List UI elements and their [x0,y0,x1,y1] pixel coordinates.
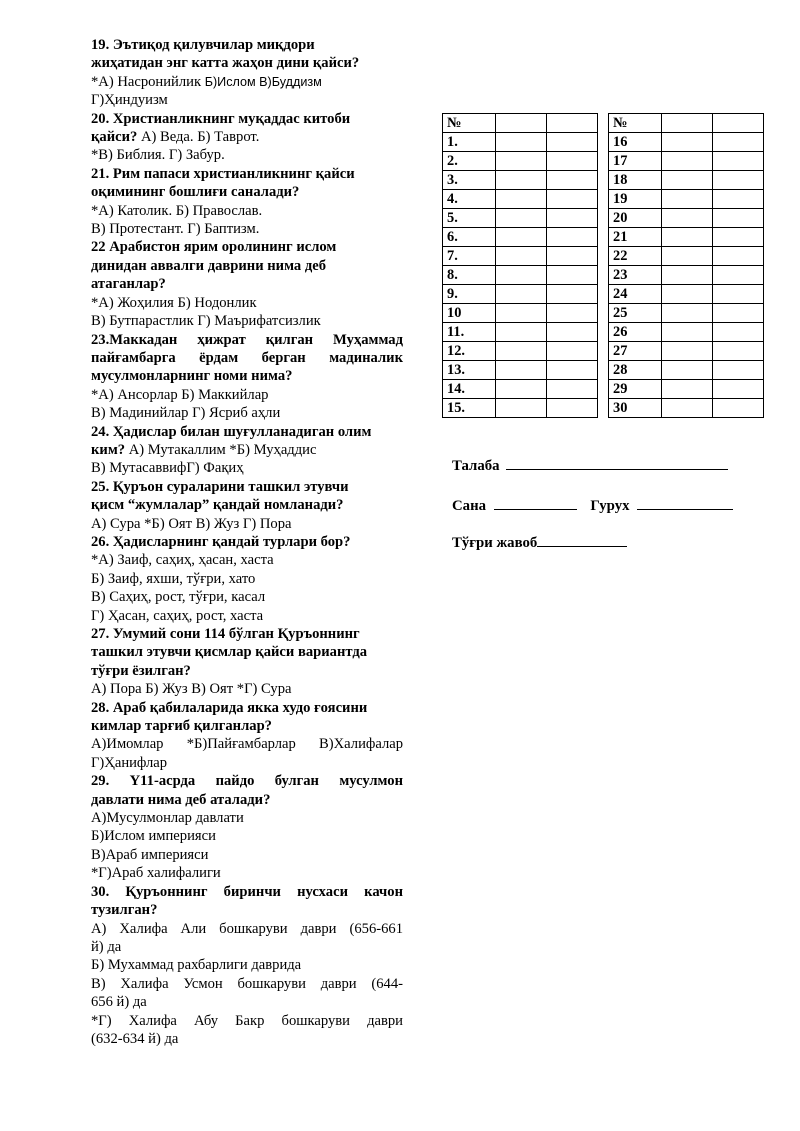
answer-option: А)Мусулмонлар давлати [91,810,244,827]
question-number: 29 [609,380,662,399]
answer-option: *А) Ансорлар Б) Маккийлар [91,386,269,403]
correct-answers-field [452,532,627,552]
question-number: 6. [443,228,496,247]
answer-cell[interactable] [713,228,764,247]
question-text: атаганлар? [91,276,166,293]
column-gap [598,171,609,190]
answer-cell[interactable] [662,247,713,266]
question-text: 23.Маккадан ҳижрат қилган Муҳаммад [91,331,403,348]
answer-cell[interactable] [547,133,598,152]
answer-cell[interactable] [496,114,547,133]
answer-cell[interactable] [496,304,547,323]
question-text: жиҳатидан энг катта жаҳон дини қайси? [91,55,360,72]
column-gap [598,114,609,133]
table-row [443,399,764,418]
answer-cell[interactable] [662,114,713,133]
question-text: 19. Эътиқод қилувчилар миқдори [91,37,315,53]
answer-option: *В) Библия. Г) Забур. [91,147,225,164]
question-text: тўғри ёзилган? [91,662,191,679]
question-text: давлати нима деб аталади? [91,791,271,808]
question-text: 26. Ҳадисларнинг қандай турлари бор? [91,533,351,550]
question-number: 14. [443,380,496,399]
answer-option: Г) Ҳасан, саҳиҳ, рост, хаста [91,607,264,624]
question-19 [91,36,403,110]
group-blank[interactable] [637,495,733,510]
answer-cell[interactable] [547,304,598,323]
table-row [443,247,764,266]
answer-cell[interactable] [547,323,598,342]
answer-cell[interactable] [496,247,547,266]
question-number: 27 [609,342,662,361]
answer-cell[interactable] [713,171,764,190]
answer-cell[interactable] [496,152,547,171]
answer-option: А) Сура *Б) Оят В) Жуз Г) Пора [91,515,292,532]
answer-sheet-body [443,114,764,418]
answer-option: А)Имомлар *Б)Пайғамбарлар В)Халифалар [91,736,403,753]
table-row [443,304,764,323]
column-gap [598,266,609,285]
answer-option: (632-634 й) да [91,1030,179,1047]
answer-cell[interactable] [547,152,598,171]
answer-option: Б)Ислом империяси [91,828,216,845]
question-29 [91,772,403,882]
answer-option: Б) Мухаммад рахбарлиги даврида [91,957,302,974]
column-gap [598,285,609,304]
column-gap [598,399,609,418]
answer-option: *Г)Араб халифалиги [91,865,221,882]
question-text: 21. Рим папаси христианликнинг қайси [91,165,355,182]
answer-cell[interactable] [496,399,547,418]
answer-cell[interactable] [713,209,764,228]
question-text: оқимининг бошлиғи саналади? [91,184,300,201]
answer-option: В)Араб империяси [91,846,209,863]
answer-cell[interactable] [713,133,764,152]
answer-cell[interactable] [547,285,598,304]
answer-cell[interactable] [662,228,713,247]
answer-option: В) Саҳиҳ, рост, тўғри, касал [91,589,266,606]
question-number: 26 [609,323,662,342]
question-30 [91,883,403,1049]
column-gap [598,342,609,361]
question-text: 29. Ү11-асрда пайдо булган мусулмон [91,773,403,790]
correct-label: Тўғри жавоб [452,535,538,551]
question-number: 8. [443,266,496,285]
question-number: 23 [609,266,662,285]
question-text: ким? [91,441,126,458]
table-row [443,228,764,247]
date-group-field [452,495,733,515]
question-number: 30 [609,399,662,418]
answer-cell[interactable] [662,133,713,152]
answer-option: В) Протестант. Г) Баптизм. [91,221,260,238]
question-27 [91,625,403,699]
question-22 [91,238,403,330]
question-number: 28 [609,361,662,380]
answer-cell[interactable] [662,171,713,190]
question-number: 19 [609,190,662,209]
question-number: 25 [609,304,662,323]
question-text: 30. Қуръоннинг биринчи нусхаси качон [91,883,403,900]
column-gap [598,228,609,247]
answer-cell[interactable] [547,399,598,418]
table-row [443,209,764,228]
column-gap [598,152,609,171]
question-text: қайси? [91,129,138,146]
answer-options [91,73,403,91]
answer-cell[interactable] [547,361,598,380]
question-text: 24. Ҳадислар билан шуғулланадиган олим [91,423,372,440]
answer-option: В) МутасаввифГ) Фақиҳ [91,460,244,477]
answer-option: В) Бутпарастлик Г) Маърифатсизлик [91,313,321,330]
answer-cell[interactable] [547,380,598,399]
answer-cell[interactable] [713,190,764,209]
question-text: ташкил этувчи қисмлар қайси вариантда [91,644,368,661]
question-number: 20 [609,209,662,228]
answer-cell[interactable] [662,304,713,323]
table-row [443,266,764,285]
answer-cell[interactable] [662,266,713,285]
column-gap [598,190,609,209]
date-label: Сана [452,498,487,514]
question-text: динидан аввалги даврини нима деб [91,257,327,274]
question-number: 12. [443,342,496,361]
table-row [443,171,764,190]
question-28 [91,699,403,773]
question-number: 5. [443,209,496,228]
answer-cell[interactable] [713,114,764,133]
answer-cell[interactable] [496,323,547,342]
table-row [443,323,764,342]
table-row [443,190,764,209]
answer-option: Б) Заиф, яхши, тўғри, хато [91,570,256,587]
student-label: Талаба [452,458,500,474]
student-field [452,455,728,475]
answer-cell[interactable] [496,361,547,380]
student-name-blank[interactable] [506,455,728,470]
question-21 [91,165,403,239]
answer-cell[interactable] [662,342,713,361]
answer-option: *А) Насронийлик [91,73,205,90]
number-header: № [609,114,662,133]
question-number: 17 [609,152,662,171]
answer-option: Г)Ҳиндуизм [91,92,168,109]
answer-option: *А) Заиф, саҳиҳ, ҳасан, хаста [91,552,274,569]
question-number: 10 [443,304,496,323]
answer-cell[interactable] [713,361,764,380]
table-row [443,342,764,361]
table-header-row [443,114,764,133]
question-25 [91,478,403,533]
column-gap [598,247,609,266]
answer-cell[interactable] [547,266,598,285]
question-number: 21 [609,228,662,247]
answer-cell[interactable] [496,190,547,209]
answer-cell[interactable] [662,285,713,304]
question-number: 9. [443,285,496,304]
answer-option: й) да [91,938,122,955]
answer-cell[interactable] [547,247,598,266]
question-text: 22 Арабистон ярим оролининг ислом [91,239,337,256]
question-number: 15. [443,399,496,418]
question-number: 1. [443,133,496,152]
question-text: мусулмонларнинг номи нима? [91,368,293,385]
answer-cell[interactable] [713,266,764,285]
question-number: 22 [609,247,662,266]
answer-cell[interactable] [496,133,547,152]
question-26 [91,533,403,625]
answer-option: *А) Жоҳилия Б) Нодонлик [91,294,257,311]
answer-cell[interactable] [547,114,598,133]
question-text: тузилган? [91,902,158,919]
answer-option: А) Пора Б) Жуз В) Оят *Г) Сура [91,681,292,698]
answer-cell[interactable] [713,399,764,418]
question-24 [91,423,403,478]
answer-cell[interactable] [547,209,598,228]
question-23 [91,331,403,423]
answer-cell[interactable] [713,285,764,304]
column-gap [598,209,609,228]
question-number: 13. [443,361,496,380]
answer-cell[interactable] [713,323,764,342]
answer-cell[interactable] [662,323,713,342]
answer-cell[interactable] [496,228,547,247]
answer-option: В) Халифа Усмон бошкаруви даври (644- [91,975,403,992]
table-row [443,133,764,152]
answer-cell[interactable] [713,247,764,266]
answer-cell[interactable] [496,380,547,399]
question-number: 2. [443,152,496,171]
answer-cell[interactable] [547,228,598,247]
answer-cell[interactable] [662,361,713,380]
answer-cell[interactable] [713,304,764,323]
answer-cell[interactable] [662,152,713,171]
answer-cell[interactable] [496,209,547,228]
answer-option: А) Мутакаллим *Б) Муҳаддис [125,441,317,458]
answer-cell[interactable] [662,380,713,399]
answer-option: А) Веда. Б) Таврот. [137,129,260,146]
answer-cell[interactable] [547,342,598,361]
answer-option: Б)Ислом В)Буддизм [204,74,322,89]
date-blank[interactable] [494,495,577,510]
question-number: 24 [609,285,662,304]
number-header: № [443,114,496,133]
column-gap [598,304,609,323]
answer-cell[interactable] [547,190,598,209]
question-text: қисм “жумлалар” қандай номланади? [91,497,344,514]
group-label: Гурух [590,498,630,514]
question-number: 18 [609,171,662,190]
answer-cell[interactable] [713,380,764,399]
answer-option: *Г) Халифа Абу Бакр бошкаруви даври [91,1012,403,1029]
column-gap [598,133,609,152]
answer-cell[interactable] [662,190,713,209]
question-number: 7. [443,247,496,266]
column-gap [598,323,609,342]
table-row [443,285,764,304]
question-text: пайғамбарга ёрдам берган мадиналик [91,349,403,366]
question-text: 27. Умумий сони 114 бўлган Қуръоннинг [91,626,360,642]
answer-cell[interactable] [496,171,547,190]
answer-option: В) Мадинийлар Г) Ясриб аҳли [91,405,281,422]
answer-option: *А) Католик. Б) Православ. [91,202,263,219]
column-gap [598,361,609,380]
table-row [443,380,764,399]
answer-cell[interactable] [662,209,713,228]
question-20 [91,110,403,165]
answer-cell[interactable] [496,342,547,361]
correct-count-blank[interactable] [537,532,627,547]
answer-cell[interactable] [713,152,764,171]
table-row [443,361,764,380]
answer-sheet-table [442,113,764,418]
table-row [443,152,764,171]
answer-cell[interactable] [496,266,547,285]
answer-cell[interactable] [496,285,547,304]
answer-option: 656 й) да [91,994,147,1011]
answer-option: А) Халифа Али бошкаруви даври (656-661 [91,920,403,937]
question-text: 20. Христианликнинг муқаддас китоби [91,110,351,127]
question-text: 28. Араб қабилаларида якка худо ғоясини [91,699,368,716]
test-questions [91,36,403,1048]
question-number: 3. [443,171,496,190]
question-number: 4. [443,190,496,209]
answer-cell[interactable] [662,399,713,418]
answer-cell[interactable] [547,171,598,190]
question-number: 16 [609,133,662,152]
answer-options [91,128,403,146]
answer-options [91,441,403,459]
question-number: 11. [443,323,496,342]
question-text: 25. Қуръон сураларини ташкил этувчи [91,478,349,495]
answer-option: Г)Ҳанифлар [91,754,168,771]
answer-cell[interactable] [713,342,764,361]
question-text: кимлар тарғиб қилганлар? [91,718,272,735]
column-gap [598,380,609,399]
